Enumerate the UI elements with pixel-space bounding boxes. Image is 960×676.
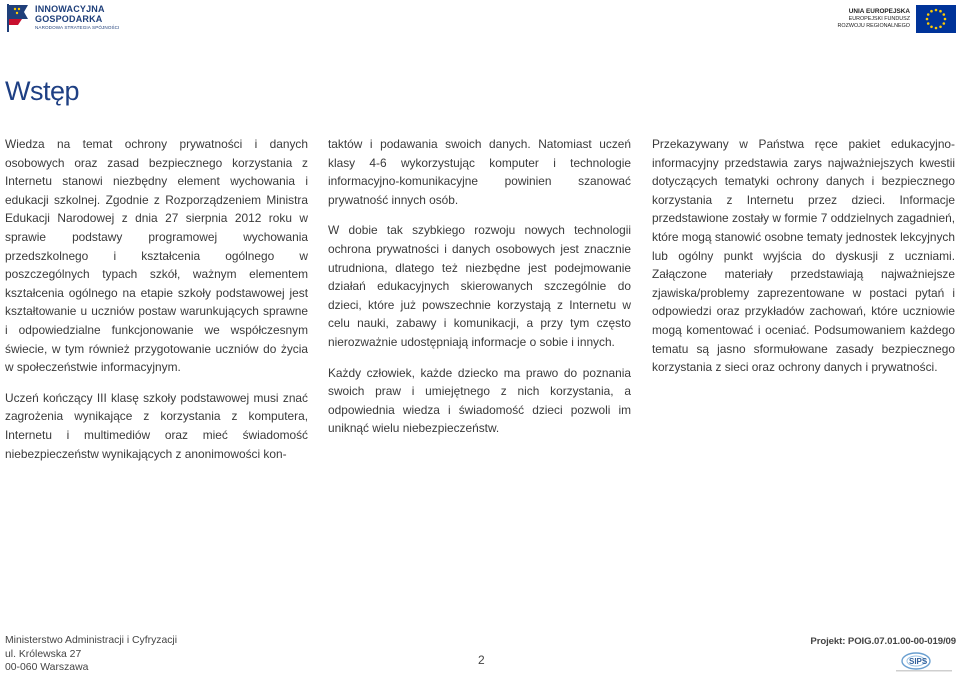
page-title: Wstęp [5,76,80,106]
page-header [0,0,960,42]
text-column-1 [5,135,308,475]
paragraph: Uczeń kończący III klasę szkoły podstawowej musi znać zagrożenia wynikające z korzystania z komputera, Internetu i multimediów oraz mieć świadomość niebezpieczeństw wynikających z anonimowości kon- [5,390,308,461]
paragraph: taktów i podawania swoich danych. Natomiast uczeń klasy 4-6 wykorzystując komputer i technologie informacyjno-komunikacyjne powinien szanować prywatność innych osób. [328,137,631,207]
eu-flag-icon [916,5,956,33]
footer-city: 00-060 Warszawa [5,662,89,673]
footer-org: Ministerstwo Administracji i Cyfryzacji [5,635,178,646]
footer-street: ul. Królewska 27 [5,648,82,660]
sips-logo-icon [894,650,954,674]
page-number: 2 [478,653,485,667]
footer-project [810,636,956,647]
text-column-3 [652,135,955,389]
logo-line-3: NARODOWA STRATEGIA SPÓJNOŚCI [35,25,120,30]
paragraph: Wiedza na temat ochrony prywatności i danych osobowych oraz zasad bezpiecznego korzystania z Internetu stanowi niezbędny element wychowania i edukacji szkolnej. Zgodnie z Rozporządzeniem Ministra Edukacji Narodowej z dnia 27 sierpnia 2012 roku w sprawie podstawy programowej wychowania przedszkolnego i kształcenia ogólnego w poszczególnych typach szkół, ważnym elementem kształcenia ogólnego na etapie szkoły podstawowej jest kształtowanie u uczniów postaw warunkujących sprawne i odpowiedzialne funkcjonowanie we współczesnym świecie, w tym również przygotowanie uczniów do życia w społeczeństwie informacyjnym. [5,137,308,375]
logo-line-2: GOSPODARKA [35,14,103,24]
paragraph: Każdy człowiek, każde dziecko ma prawo do poznania swoich praw i umiejętnego z nich korzystania, a odpowiednia wiedza i świadomość dzieci pozwoli im uniknąć wielu niebezpieczeństw. [328,365,631,436]
text-column-2 [328,135,631,450]
innowacyjna-gospodarka-logo [6,3,126,35]
eu-line-1: UNIA EUROPEJSKA [848,8,910,15]
paragraph: Przekazywany w Państwa ręce pakiet edukacyjno-informacyjny przedstawia zarys najważniejszych kwestii dotyczących tematyki ochrony danych i bezpiecznego korzystania z Internetu przez dzieci. Informacje przedstawione zostały w formie 7 oddzielnych zagadnień, które mogą stanowić osobne tematy jednostek lekcyjnych lub ogólny punkt wyjścia do dyskusji z uczniami. Załączone materiały przedstawiają najważniejsze zjawiska/problemy zaprezentowane w postaci pytań i odpowiedzi oraz przykładów zachowań, które uczniowie mogą komentować i oceniać. Podsumowaniem każdego tematu są jasno sformułowane zasady bezpiecznego korzystania z sieci oraz ochrony danych i prywatności. [652,137,955,375]
logo-line-1: INNOWACYJNA [35,4,105,14]
svg-text:SIPS: SIPS [909,657,928,666]
paragraph: W dobie tak szybkiego rozwoju nowych technologii ochrona prywatności i danych osobowych jest znacznie utrudniona, dlatego też niezbędne jest podejmowanie działań edukacyjnych skierowanych szczególnie do dzieci, które już powszechnie korzystają z Internetu w celu nauki, zabawy i komunikacji, a przy tym często nierozważnie udostępniają informacje o sobie i innych. [328,223,631,349]
eu-logo [796,5,956,35]
flag-icon [6,3,30,33]
project-code: Projekt: POIG.07.01.00-00-019/09 [810,636,956,647]
eu-line-3: ROZWOJU REGIONALNEGO [837,23,910,29]
footer-address [5,634,177,675]
eu-line-2: EUROPEJSKI FUNDUSZ [848,16,910,22]
